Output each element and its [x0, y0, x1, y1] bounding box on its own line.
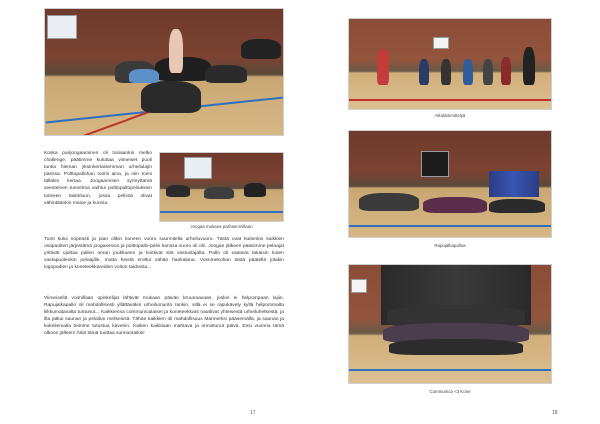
intro-paragraph: Koska parijoogaaminen oli tosiaankin melko challenge, päätimme kuluttaa viimeiset puoli tuntia hieman yksinkertaisemman urheilulajin parissa. Polttopallohan toimii aina, ja niin toimi tälläkin kertaa. Joogaamisen synnyttämä seesteinen tunnelma vaihtui polttopallopeliuksien totiseen taisteluun, jossa pelissä olivat vähintäänkin maine ja kunnia. — [44, 151, 152, 206]
gym-window — [184, 157, 212, 179]
player — [523, 47, 535, 85]
player — [483, 59, 493, 85]
yoga-person — [205, 65, 247, 83]
crab-football-photo — [348, 130, 552, 238]
yoga-person — [204, 187, 234, 199]
page-number: 18 — [552, 410, 558, 416]
player — [419, 59, 429, 85]
yoga-person — [169, 29, 183, 73]
gym-window — [47, 15, 77, 39]
yoga-person — [129, 69, 159, 83]
middle-paragraph: Tunti kului nopeasti ja pian olikin koneen vuoro suunnitella urheiluvuoro. Tästä ovat kuitenkin kaikkien osapuolten järjestämä joogasessio ja polttopallo-pelin kanssa vuoro oli ohi. Joogan jälkeen pääsimme pelaajat yrittivät ujuttaa pallon oman joukkueen ja koittivat sitä vastustajalta. Pallo oli saatava takaisin kuten vastapuolenkin pelaajille, mutta heistä erottui vähän hankalana. Voimmekohan tästä päätellä jotakin logopedien ja koneteekkareiden voiton taidoista... — [44, 237, 284, 271]
player — [377, 49, 389, 85]
yoga-person — [155, 57, 211, 81]
middle-photo-caption: Rapujalkapalloa — [434, 243, 466, 248]
group-front-row — [389, 339, 523, 355]
court-line — [349, 225, 552, 227]
basketball-hoop — [351, 279, 367, 293]
basketball-hoop — [433, 37, 449, 49]
spectators — [241, 39, 281, 59]
court-line — [349, 99, 552, 101]
small-photo-caption: Joogaa mukana parhaimmillaan — [190, 224, 253, 229]
player — [501, 57, 511, 85]
court-line — [160, 211, 284, 213]
group-photo — [348, 264, 552, 384]
yoga-small-photo — [159, 152, 284, 222]
partner-yoga-photo — [44, 8, 284, 136]
bottom-photo-caption: Communica <3 Kone — [429, 389, 471, 394]
yoga-person — [244, 183, 266, 197]
right-page — [300, 0, 600, 424]
closing-paragraph: Viimeisellä voimillaan opiskelijat lähtivät mukaan päivän kruunaavaan, joskin ei helpompaan lajiin. Rapujalkapallo oli mahdollisesti yllättäväkin urheilumuoto rankin, sillä ei se rapukävely kyllä helpommalta liikkumatavalta tuntunut... Kaikkiensa communicalaiset ja koneteekkarit nauttivat yhteisestä urheiluhetkestä, ja ilta jatkui saunan ja pelailun merkeissä. Tähän kaikkien oli mahdollisuus Mannerksi pääsemällä, ja saunan ja kokeilemalla teimme tutustua kaveriin. Kaiken kaikkiaan mahtava ja onnistunut päivä. Ensi vuonna tämä olkoon jälleen! Äitiä tämä tuottaa sunnuntaiksi! — [44, 296, 284, 337]
players-group — [423, 197, 487, 213]
yoga-person — [166, 185, 190, 197]
player — [463, 59, 473, 85]
top-photo-caption: Alkulämmittelyä — [434, 113, 466, 118]
page-number: 17 — [250, 410, 256, 416]
player — [441, 59, 451, 85]
blue-mat — [489, 171, 539, 197]
court-line — [349, 369, 552, 371]
players-group — [359, 193, 419, 211]
gym-window — [421, 151, 449, 177]
warmup-photo — [348, 18, 552, 110]
yoga-person — [141, 81, 201, 113]
players-group — [489, 199, 545, 213]
